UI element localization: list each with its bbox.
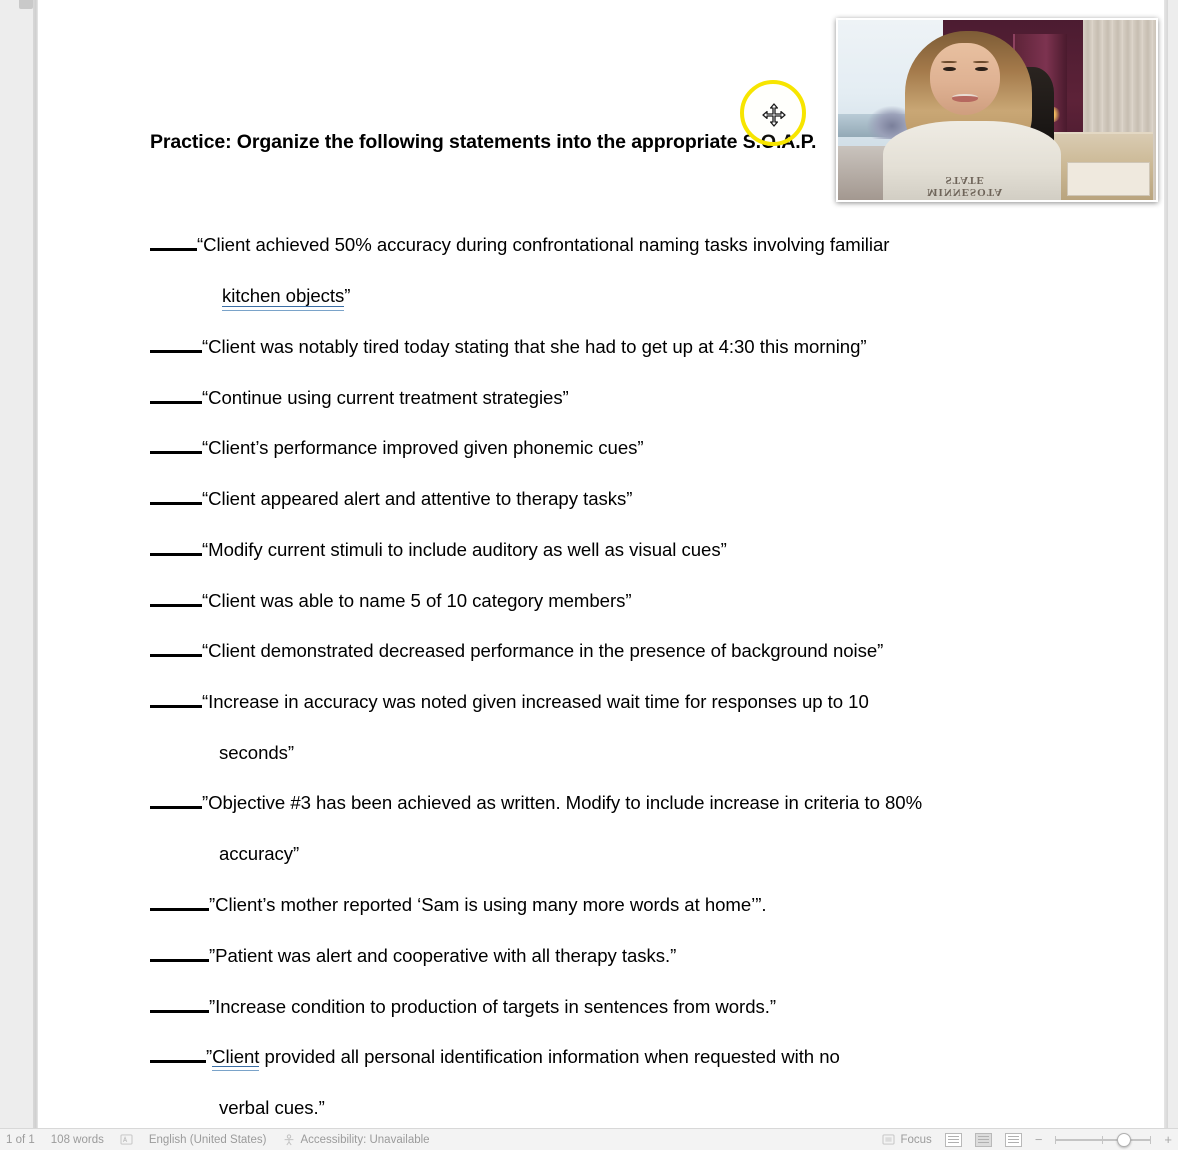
statement-line (150, 539, 727, 560)
page-count[interactable]: 1 of 1 (6, 1133, 35, 1146)
statement-line (150, 336, 867, 357)
answer-blank[interactable] (150, 488, 202, 505)
print-layout-button[interactable] (975, 1133, 992, 1147)
statement-text: ”Patient was alert and cooperative with all therapy tasks.” (209, 945, 677, 967)
focus-icon (882, 1134, 895, 1145)
statement-text: “Continue using current treatment strategies” (202, 387, 569, 409)
proofing-errors-icon (120, 1134, 133, 1145)
move-cursor-icon (762, 103, 786, 127)
answer-blank[interactable] (150, 996, 209, 1013)
language-indicator[interactable]: English (United States) (148, 1133, 267, 1146)
zoom-slider[interactable] (1055, 1139, 1151, 1141)
sweatshirt-logo-text: MINNESOTA STATE (927, 174, 1004, 199)
closing-quote: ” (344, 285, 351, 306)
statement-text: “Increase in accuracy was noted given increased wait time for responses up to 10 (202, 691, 869, 713)
status-bar-left (0, 1134, 430, 1146)
statement-text: provided all personal identification information when requested with no (259, 1046, 840, 1068)
answer-blank[interactable] (150, 539, 202, 556)
statement-line (150, 1046, 840, 1067)
focus-label: Focus (900, 1133, 932, 1146)
answer-blank[interactable] (150, 792, 202, 809)
statement-line (150, 488, 632, 509)
zoom-out-button[interactable]: − (1034, 1132, 1043, 1147)
opening-quote: ” (206, 1046, 213, 1068)
statement-line (150, 590, 632, 611)
statement-text: “Client was able to name 5 of 10 category members” (202, 590, 632, 612)
answer-blank[interactable] (150, 336, 202, 353)
statement-text: “Modify current stimuli to include auditory as well as visual cues” (202, 539, 727, 561)
grammar-underlined-text: Client (212, 1046, 260, 1068)
statement-continuation: seconds” (219, 742, 295, 763)
white-box (1067, 162, 1150, 196)
webcam-video-overlay[interactable] (836, 18, 1158, 202)
zoom-in-button[interactable]: + (1164, 1132, 1172, 1147)
answer-blank[interactable] (150, 640, 202, 657)
statement-line (150, 640, 883, 661)
word-count[interactable]: 108 words (50, 1133, 104, 1146)
statement-continuation (222, 285, 350, 307)
statement-continuation: verbal cues.” (219, 1097, 325, 1118)
answer-blank[interactable] (150, 590, 202, 607)
page-title: Practice: Organize the following statements into the appropriate S.O.A.P. (150, 131, 817, 153)
answer-blank[interactable] (150, 437, 202, 454)
accessibility-status[interactable] (282, 1134, 429, 1146)
statement-line (150, 894, 766, 915)
statement-text: “Client’s performance improved given phonemic cues” (202, 437, 644, 459)
accessibility-label: Accessibility: Unavailable (300, 1133, 430, 1146)
statement-text: “Client achieved 50% accuracy during confrontational naming tasks involving familiar (197, 234, 890, 256)
scroll-nub[interactable] (19, 0, 33, 9)
answer-blank[interactable] (150, 1046, 206, 1063)
webcam-scene (838, 20, 1156, 200)
person-eyebrow-left (941, 61, 957, 64)
focus-mode-button[interactable] (882, 1134, 931, 1146)
statement-line (150, 945, 676, 966)
grammar-underlined-text: kitchen objects (222, 285, 345, 306)
zoom-slider-knob[interactable] (1117, 1133, 1131, 1147)
answer-blank[interactable] (150, 234, 197, 251)
statement-line (150, 792, 922, 813)
statement-line (150, 387, 569, 408)
statement-line (150, 234, 889, 255)
answer-blank[interactable] (150, 894, 209, 911)
statement-text: “Client appeared alert and attentive to therapy tasks” (202, 488, 633, 510)
right-workspace-gutter (1168, 0, 1178, 1135)
statement-continuation: accuracy” (219, 843, 300, 864)
statement-line (150, 691, 869, 712)
person-mouth (952, 94, 977, 102)
statement-line (150, 437, 644, 458)
left-workspace-gutter (0, 0, 33, 1135)
statement-text: ”Increase condition to production of targets in sentences from words.” (209, 996, 776, 1018)
status-bar (0, 1128, 1178, 1150)
statement-line (150, 996, 776, 1017)
statement-text: ”Client’s mother reported ‘Sam is using many more words at home’”. (209, 894, 767, 916)
read-mode-button[interactable] (945, 1133, 962, 1147)
answer-blank[interactable] (150, 945, 209, 962)
person-eyebrow-right (973, 61, 989, 64)
statement-text: “Client demonstrated decreased performance in the presence of background noise” (202, 640, 884, 662)
status-bar-right (882, 1133, 1178, 1147)
statement-text: ”Objective #3 has been achieved as written. Modify to include increase in criteria to 80% (202, 792, 923, 814)
accessibility-icon (282, 1134, 295, 1145)
statement-text: “Client was notably tired today stating that she had to get up at 4:30 this morning” (202, 336, 867, 358)
answer-blank[interactable] (150, 387, 202, 404)
answer-blank[interactable] (150, 691, 202, 708)
proofing-status[interactable] (120, 1134, 133, 1145)
web-layout-button[interactable] (1005, 1133, 1022, 1147)
